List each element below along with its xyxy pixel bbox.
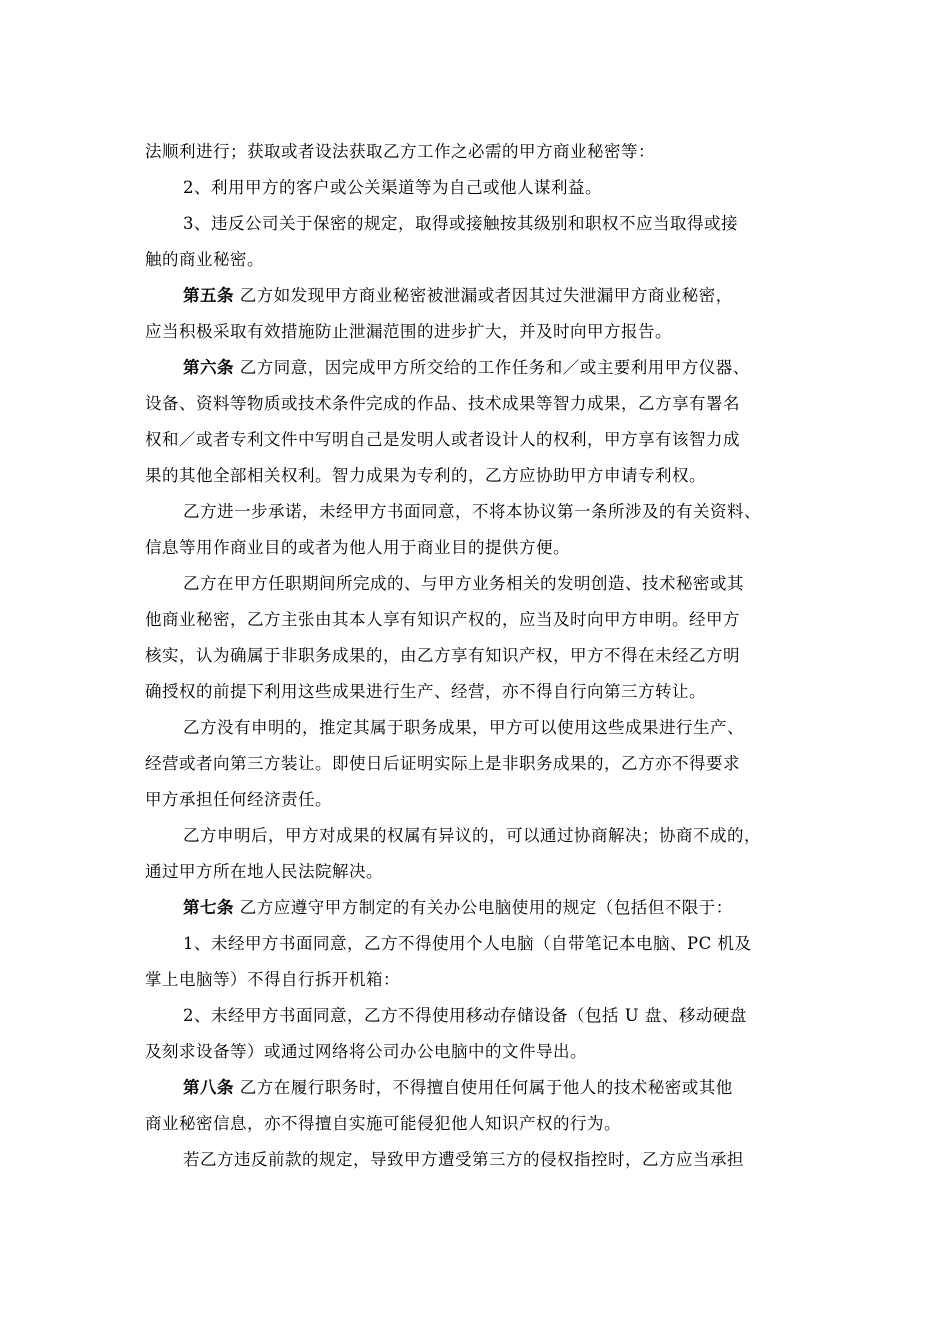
- text-line: [183, 214, 738, 234]
- line-text: 掌上电脑等）不得自行拆开机箱：: [145, 970, 400, 989]
- line-text: 经营或者向第三方装让。即使日后证明实际上是非职务成果的，乙方亦不得要求: [145, 754, 740, 773]
- line-text: 乙方没有申明的，推定其属于职务成果，甲方可以使用这些成果进行生产、: [183, 718, 744, 737]
- line-text: 应当积极采取有效措施防止泄漏范围的进步扩大，并及时向甲方报告。: [145, 322, 672, 341]
- article-heading: 第六条: [183, 358, 234, 377]
- text-line: [183, 1006, 747, 1026]
- line-text: 乙方在甲方任职期间所完成的、与甲方业务相关的发明创造、技术秘密或其: [183, 574, 744, 593]
- text-line: [145, 862, 383, 882]
- line-text: 法顺利进行；获取或者设法获取乙方工作之必需的甲方商业秘密等：: [145, 142, 655, 161]
- text-line: [145, 394, 740, 414]
- line-text: 乙方申明后，甲方对成果的权属有异议的，可以通过协商解决；协商不成的，: [183, 826, 761, 845]
- line-text: 核实，认为确属于非职务成果的，由乙方享有知识产权，甲方不得在未经乙方明: [145, 646, 740, 665]
- text-line: [145, 790, 332, 810]
- text-line: [145, 646, 740, 666]
- text-line: [145, 466, 706, 486]
- text-line: [145, 142, 655, 162]
- text-line: [183, 826, 761, 846]
- line-text: 确授权的前提下利用这些成果进行生产、经营，亦不得自行向第三方转让。: [145, 682, 706, 701]
- text-line: [183, 286, 733, 306]
- text-line: [183, 358, 750, 378]
- line-text: 他商业秘密，乙方主张由其本人享有知识产权的，应当及时向甲方申明。经甲方: [145, 610, 740, 629]
- line-text: 2、利用甲方的客户或公关渠道等为自己或他人谋利益。: [183, 178, 602, 197]
- article-heading: 第七条: [183, 898, 234, 917]
- text-line: [183, 1150, 744, 1170]
- line-text: 权和／或者专利文件中写明自己是发明人或者设计人的权利，甲方享有该智力成: [145, 430, 740, 449]
- line-text: 及刻求设备等）或通过网络将公司办公电脑中的文件导出。: [145, 1042, 587, 1061]
- line-text: 1、未经甲方书面同意，乙方不得使用个人电脑（自带笔记本电脑、PC 机及: [183, 934, 752, 953]
- line-text: 通过甲方所在地人民法院解决。: [145, 862, 383, 881]
- line-text: 若乙方违反前款的规定，导致甲方遭受第三方的侵权指控时，乙方应当承担: [183, 1150, 744, 1169]
- text-line: [183, 178, 602, 198]
- text-line: [183, 718, 744, 738]
- text-line: [145, 682, 706, 702]
- text-line: [145, 610, 740, 630]
- line-text: 乙方在履行职务时，不得擅自使用任何属于他人的技术秘密或其他: [239, 1078, 733, 1097]
- article-heading: 第五条: [183, 286, 234, 305]
- text-line: [145, 322, 672, 342]
- article-heading: 第八条: [183, 1078, 234, 1097]
- text-line: [145, 250, 264, 270]
- line-text: 乙方同意，因完成甲方所交给的工作任务和／或主要利用甲方仪器、: [239, 358, 750, 377]
- text-line: [145, 538, 570, 558]
- text-line: [145, 1042, 587, 1062]
- line-text: 甲方承担任何经济责任。: [145, 790, 332, 809]
- text-line: [183, 502, 761, 522]
- text-line: [183, 898, 733, 918]
- line-text: 乙方进一步承诺，未经甲方书面同意，不将本协议第一条所涉及的有关资料、: [183, 502, 761, 521]
- text-line: [145, 970, 400, 990]
- text-line: [145, 430, 740, 450]
- line-text: 乙方如发现甲方商业秘密被泄漏或者因其过失泄漏甲方商业秘密，: [239, 286, 733, 305]
- text-line: [183, 934, 751, 954]
- line-text: 2、未经甲方书面同意，乙方不得使用移动存储设备（包括 U 盘、移动硬盘: [183, 1006, 747, 1025]
- line-text: 触的商业秘密。: [145, 250, 264, 269]
- line-text: 商业秘密信息，亦不得擅自实施可能侵犯他人知识产权的行为。: [145, 1114, 621, 1133]
- text-line: [145, 1114, 621, 1134]
- text-line: [183, 574, 744, 594]
- line-text: 果的其他全部相关权利。智力成果为专利的，乙方应协助甲方申请专利权。: [145, 466, 706, 485]
- line-text: 乙方应遵守甲方制定的有关办公电脑使用的规定（包括但不限于：: [239, 898, 733, 917]
- text-line: [145, 754, 740, 774]
- line-text: 设备、资料等物质或技术条件完成的作品、技术成果等智力成果，乙方享有署名: [145, 394, 740, 413]
- line-text: 3、违反公司关于保密的规定，取得或接触按其级别和职权不应当取得或接: [183, 214, 738, 233]
- line-text: 信息等用作商业目的或者为他人用于商业目的提供方便。: [145, 538, 570, 557]
- text-line: [183, 1078, 733, 1098]
